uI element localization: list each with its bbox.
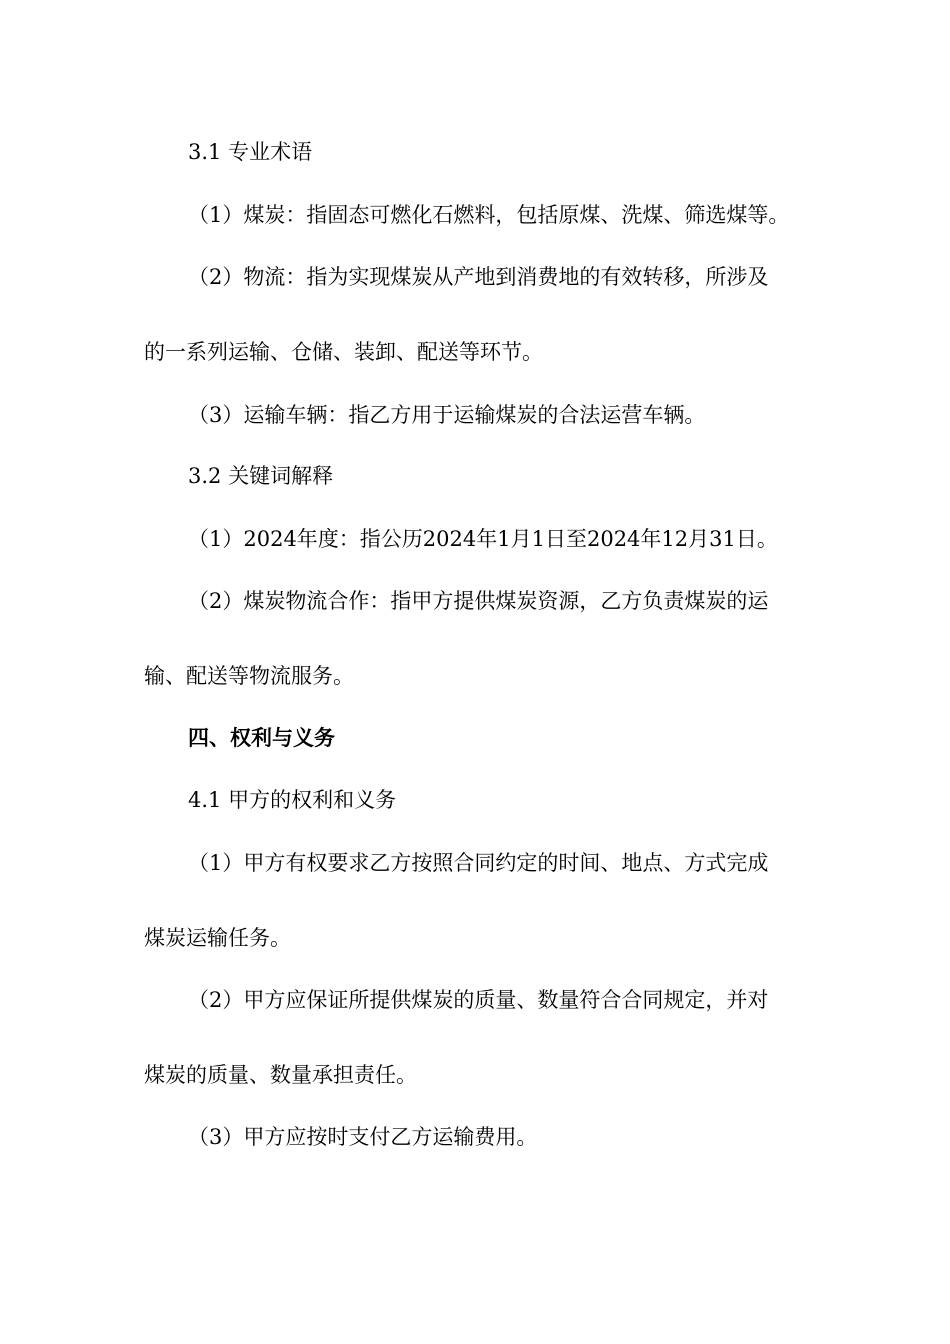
party-a-clause-2-continuation: 煤炭的质量、数量承担责任。 <box>144 1063 417 1087</box>
keyword-cooperation-paragraph: （2）煤炭物流合作：指甲方提供煤炭资源，乙方负责煤炭的运 <box>188 589 769 613</box>
term-logistics-continuation: 的一系列运输、仓储、装卸、配送等环节。 <box>144 340 543 364</box>
section-heading-3-1: 3.1 专业术语 <box>188 140 313 164</box>
chapter-heading-rights-obligations: 四、权利与义务 <box>188 725 335 750</box>
term-vehicle-paragraph: （3）运输车辆：指乙方用于运输煤炭的合法运营车辆。 <box>188 403 706 427</box>
keyword-year-paragraph: （1）2024年度：指公历2024年1月1日至2024年12月31日。 <box>188 527 778 551</box>
party-a-clause-2: （2）甲方应保证所提供煤炭的质量、数量符合合同规定，并对 <box>188 988 769 1012</box>
term-coal-paragraph: （1）煤炭：指固态可燃化石燃料，包括原煤、洗煤、筛选煤等。 <box>188 203 790 227</box>
section-heading-3-2: 3.2 关键词解释 <box>188 464 334 488</box>
party-a-clause-1-continuation: 煤炭运输任务。 <box>144 926 291 950</box>
party-a-clause-1: （1）甲方有权要求乙方按照合同约定的时间、地点、方式完成 <box>188 851 769 875</box>
section-heading-4-1: 4.1 甲方的权利和义务 <box>188 788 397 812</box>
keyword-cooperation-continuation: 输、配送等物流服务。 <box>144 664 354 688</box>
term-logistics-paragraph: （2）物流：指为实现煤炭从产地到消费地的有效转移，所涉及 <box>188 265 769 289</box>
party-a-clause-3: （3）甲方应按时支付乙方运输费用。 <box>188 1125 538 1149</box>
